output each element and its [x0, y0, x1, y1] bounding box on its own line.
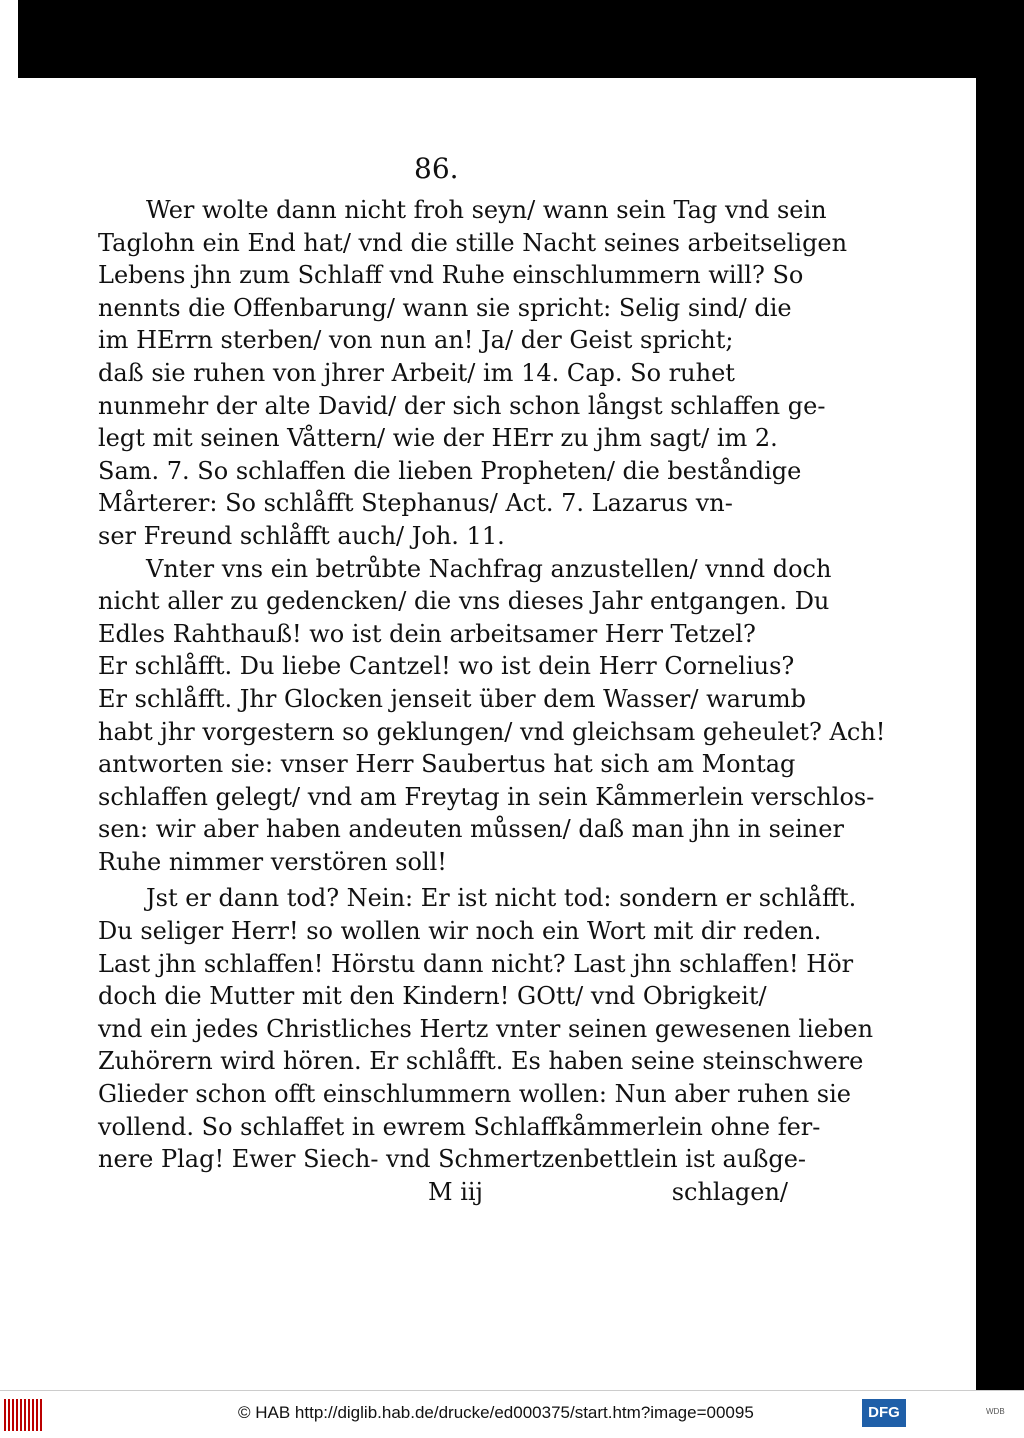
- text-line: Er schlåfft. Jhr Glocken jenseit über dem Wasser/ warumb: [98, 684, 806, 713]
- text-line: sen: wir aber haben andeuten můssen/ daß man jhn in seiner: [98, 815, 844, 844]
- text-line: nicht aller zu gedencken/ die vns dieses Jahr entgangen. Du: [98, 587, 830, 616]
- scan-right-margin: [976, 78, 1024, 1390]
- text-line: Lebens jhn zum Schlaff vnd Ruhe einschlummern will? So: [98, 261, 804, 290]
- copyright-link[interactable]: © HAB http://diglib.hab.de/drucke/ed000375/start.htm?image=00095: [238, 1403, 754, 1422]
- page-number: 86.: [414, 152, 459, 185]
- text-line: Last jhn schlaffen! Hörstu dann nicht? Last jhn schlaffen! Hör: [98, 949, 854, 978]
- text-line: ser Freund schlåfft auch/ Joh. 11.: [98, 521, 505, 550]
- text-line: Edles Rahthauß! wo ist dein arbeitsamer Herr Tetzel?: [98, 619, 756, 648]
- text-line: schlaffen gelegt/ vnd am Freytag in sein Kåmmerlein verschlos-: [98, 782, 875, 811]
- hab-logo-icon[interactable]: [4, 1399, 44, 1431]
- text-line: nennts die Offenbarung/ wann sie spricht: Selig sind/ die: [98, 293, 792, 322]
- catchword: schlagen/: [671, 1177, 788, 1206]
- text-line: nere Plag! Ewer Siech- vnd Schmertzenbettlein ist außge-: [98, 1145, 807, 1174]
- wdb-label: WDB: [986, 1407, 1005, 1416]
- text-line: Sam. 7. So schlaffen die lieben Propheten/ die beståndige: [98, 456, 802, 485]
- page-text: [98, 194, 886, 1208]
- text-line: Mårterer: So schlåfft Stephanus/ Act. 7. Lazarus vn-: [98, 489, 733, 518]
- book-page: [18, 78, 976, 1390]
- text-line: Vnter vns ein betrůbte Nachfrag anzustellen/ vnnd doch: [146, 554, 832, 583]
- text-line: habt jhr vorgestern so geklungen/ vnd gleichsam geheulet? Ach!: [98, 717, 886, 746]
- text-line: Zuhörern wird hören. Er schlåfft. Es haben seine steinschwere: [98, 1047, 864, 1076]
- text-line: vnd ein jedes Christliches Hertz vnter seinen gewesenen lieben: [98, 1014, 874, 1043]
- viewer-footer: [0, 1390, 1024, 1438]
- page-footer-line: [98, 1176, 788, 1209]
- text-line: Er schlåfft. Du liebe Cantzel! wo ist dein Herr Cornelius?: [98, 652, 795, 681]
- text-line: Du seliger Herr! so wollen wir noch ein Wort mit dir reden.: [98, 917, 822, 946]
- text-line: Taglohn ein End hat/ vnd die stille Nacht seines arbeitseligen: [98, 228, 848, 257]
- dfg-logo[interactable]: DFG: [862, 1399, 906, 1427]
- text-line: Jst er dann tod? Nein: Er ist nicht tod: sondern er schlåfft.: [146, 884, 857, 913]
- signature-mark: M iij: [428, 1177, 483, 1206]
- scan-left-margin: [0, 0, 18, 1390]
- text-line: Glieder schon offt einschlummern wollen: Nun aber ruhen sie: [98, 1080, 851, 1109]
- text-line: vollend. So schlaffet in ewrem Schlaffkåmmerlein ohne fer-: [98, 1112, 821, 1141]
- text-line: doch die Mutter mit den Kindern! GOtt/ vnd Obrigkeit/: [98, 982, 767, 1011]
- text-line: Wer wolte dann nicht froh seyn/ wann sein Tag vnd sein: [146, 196, 827, 224]
- text-line: im HErrn sterben/ von nun an! Ja/ der Geist spricht;: [98, 326, 734, 355]
- text-line: nunmehr der alte David/ der sich schon långst schlaffen ge-: [98, 391, 826, 420]
- text-line: antworten sie: vnser Herr Saubertus hat sich am Montag: [98, 750, 796, 779]
- text-line: Ruhe nimmer verstören soll!: [98, 847, 447, 876]
- text-line: legt mit seinen Våttern/ wie der HErr zu jhm sagt/ im 2.: [98, 424, 778, 453]
- text-line: daß sie ruhen von jhrer Arbeit/ im 14. Cap. So ruhet: [98, 358, 735, 387]
